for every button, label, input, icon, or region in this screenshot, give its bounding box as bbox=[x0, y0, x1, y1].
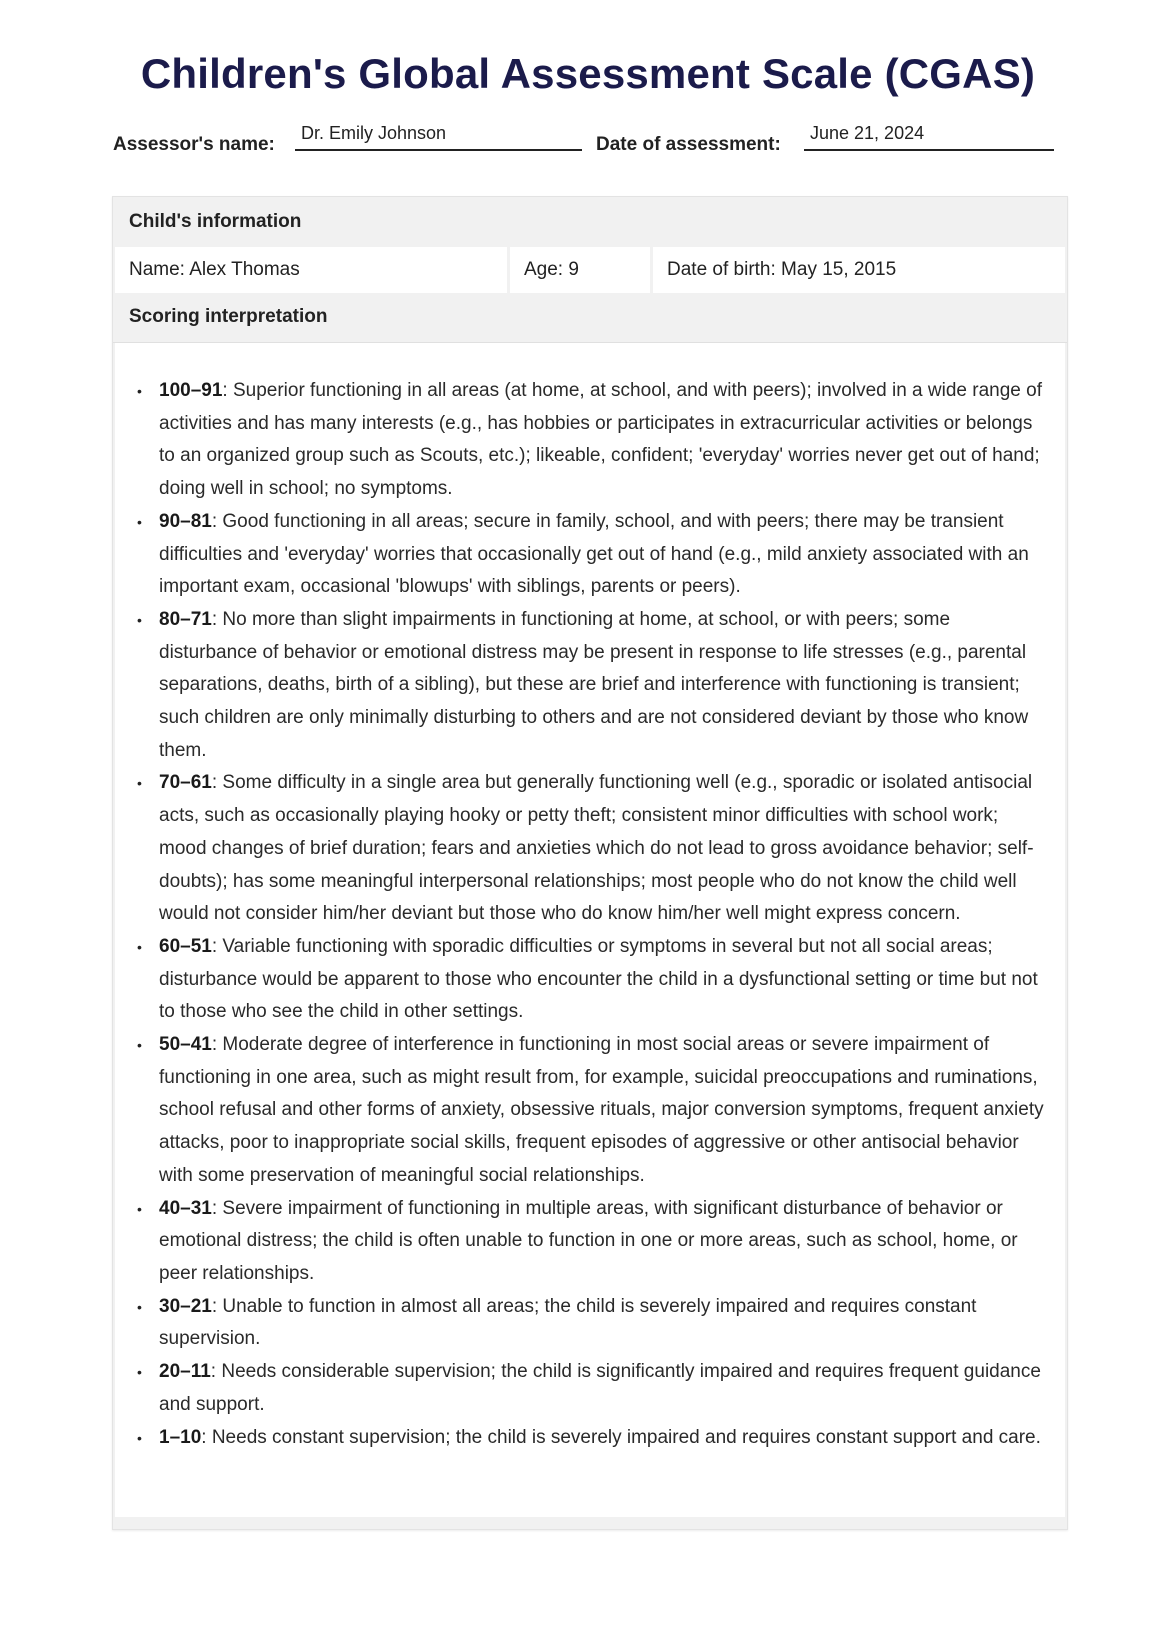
bullet-icon: • bbox=[137, 383, 142, 399]
assessor-name-label: Assessor's name: bbox=[113, 134, 275, 155]
document-title: Children's Global Assessment Scale (CGAS) bbox=[140, 50, 1036, 97]
score-description: : Variable functioning with sporadic difficulties or symptoms in several but not all social areas; disturbance would be apparent to those who encounter the child in a dysfunctional setting or time but not to those who see the child in other settings. bbox=[159, 935, 1038, 1023]
scoring-list-item bbox=[137, 1356, 1047, 1421]
score-description: : Needs considerable supervision; the child is significantly impaired and requires frequent guidance and support. bbox=[159, 1361, 1041, 1415]
child-info-row bbox=[113, 247, 1067, 293]
scoring-interpretation-header: Scoring interpretation bbox=[113, 293, 1067, 343]
score-range: 20–11 bbox=[159, 1361, 211, 1383]
scoring-list-item bbox=[137, 1291, 1047, 1356]
scoring-interpretation-body bbox=[115, 343, 1065, 1517]
child-info-header: Child's information bbox=[113, 197, 1067, 247]
score-range: 80–71 bbox=[159, 608, 212, 630]
scoring-list-item bbox=[137, 1193, 1047, 1291]
assessment-date-label: Date of assessment: bbox=[596, 134, 781, 155]
assessment-header-fields bbox=[113, 124, 1063, 158]
score-description: : Severe impairment of functioning in multiple areas, with significant disturbance of behavior or emotional distress; the child is often unable to function in one or more areas, such as school, home, or peer relationships. bbox=[159, 1197, 1018, 1284]
score-range: 50–41 bbox=[159, 1034, 212, 1056]
score-description: : Needs constant supervision; the child is severely impaired and requires constant support and care. bbox=[201, 1426, 1041, 1448]
score-range: 30–21 bbox=[159, 1295, 212, 1317]
score-description: : Superior functioning in all areas (at home, at school, and with peers); involved in a wide range of activities and has many interests (e.g., has hobbies or participates in extracurricular activities or belongs to an organized group such as Scouts, etc.); likeable, confident; 'everyday' worries never get out of hand; doing well in school; no symptoms. bbox=[159, 380, 1042, 500]
scoring-list bbox=[115, 375, 1065, 1454]
child-age-cell[interactable]: Age: 9 bbox=[510, 247, 650, 293]
scoring-list-item bbox=[137, 931, 1047, 1029]
assessment-table bbox=[112, 196, 1068, 1530]
score-description: : Good functioning in all areas; secure in family, school, and with peers; there may be transient difficulties and 'everyday' worries that occasionally get out of hand (e.g., mild anxiety associated with an important exam, occasional 'blowups' with siblings, parents or peers). bbox=[159, 510, 1029, 598]
scoring-list-item bbox=[137, 1029, 1047, 1193]
bullet-icon: • bbox=[137, 1298, 142, 1315]
assessment-date-field[interactable]: June 21, 2024 bbox=[804, 124, 1054, 151]
child-dob-cell[interactable]: Date of birth: May 15, 2015 bbox=[653, 247, 1065, 293]
bullet-icon: • bbox=[137, 513, 142, 530]
bullet-icon: • bbox=[137, 775, 142, 792]
score-range: 90–81 bbox=[159, 510, 212, 532]
score-range: 100–91 bbox=[159, 380, 223, 401]
score-range: 1–10 bbox=[159, 1426, 202, 1448]
scoring-list-item bbox=[137, 1422, 1047, 1455]
score-range: 60–51 bbox=[159, 935, 212, 957]
bullet-icon: • bbox=[137, 938, 142, 955]
scoring-list-item bbox=[137, 375, 1047, 506]
score-description: : Moderate degree of interference in functioning in most social areas or severe impairment of functioning in one area, such as might result from, for example, suicidal preoccupations and ruminations, school refusal and other forms of anxiety, obsessive rituals, major conversion symptoms, frequent anxiety attacks, poor to inappropriate social skills, frequent episodes of aggressive or other antisocial behavior with some preservation of meaningful social relationships. bbox=[159, 1034, 1044, 1186]
bullet-icon: • bbox=[137, 1364, 142, 1381]
score-range: 40–31 bbox=[159, 1197, 212, 1219]
score-range: 70–61 bbox=[159, 772, 212, 794]
scoring-list-item bbox=[137, 604, 1047, 768]
bullet-icon: • bbox=[137, 611, 142, 628]
child-name-cell[interactable]: Name: Alex Thomas bbox=[115, 247, 507, 293]
scoring-list-item bbox=[137, 506, 1047, 604]
bullet-icon: • bbox=[137, 1200, 142, 1217]
assessor-name-field[interactable]: Dr. Emily Johnson bbox=[295, 124, 582, 151]
bullet-icon: • bbox=[137, 1429, 142, 1446]
bullet-icon: • bbox=[137, 1037, 142, 1054]
score-description: : Some difficulty in a single area but generally functioning well (e.g., sporadic or isolated antisocial acts, such as occasionally playing hooky or petty theft; consistent minor difficulties with school work; mood changes of brief duration; fears and anxieties which do not lead to gross avoidance behavior; self-doubts); has some meaningful interpersonal relationships; most people who do not know the child well would not consider him/her deviant but those who do know him/her well might express concern. bbox=[159, 772, 1034, 925]
scoring-list-item bbox=[137, 767, 1047, 931]
score-description: : Unable to function in almost all areas; the child is severely impaired and requires constant supervision. bbox=[159, 1295, 977, 1350]
score-description: : No more than slight impairments in functioning at home, at school, or with peers; some disturbance of behavior or emotional distress may be present in response to life stresses (e.g., parental separations, deaths, birth of a sibling), but these are brief and interference with functioning is transient; such children are only minimally disturbing to others and are not considered deviant by those who know them. bbox=[159, 608, 1029, 761]
